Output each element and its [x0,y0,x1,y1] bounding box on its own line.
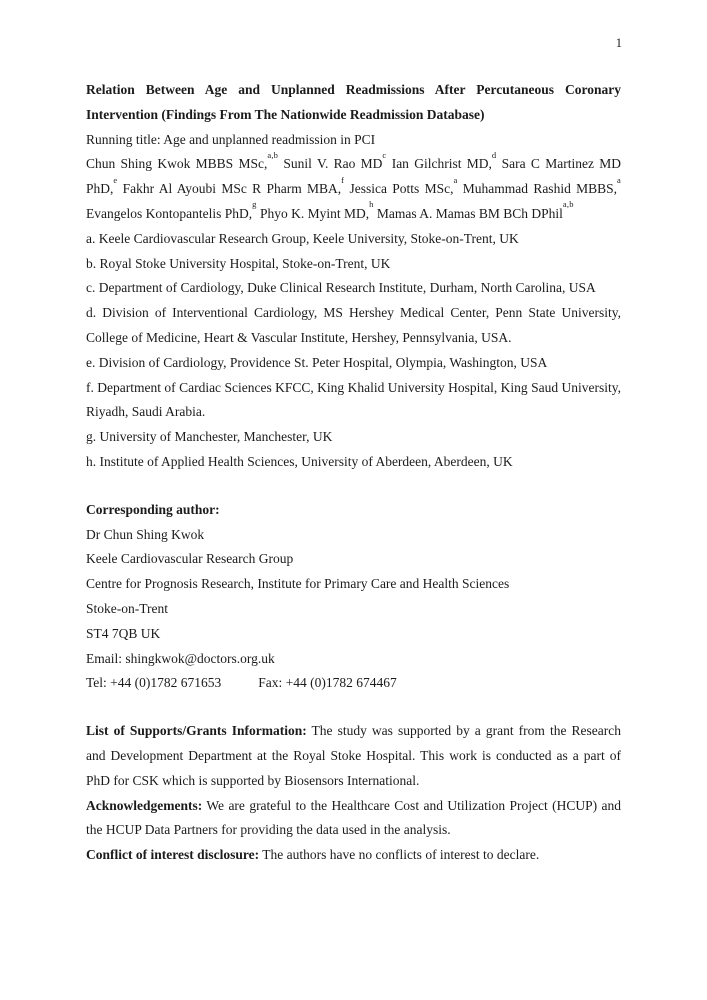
author-name: Sunil V. Rao MD [278,156,383,172]
affiliation-item: c. Department of Cardiology, Duke Clinical Research Institute, Durham, North Carolina, USA [86,280,596,296]
grants-statement [86,719,621,793]
affiliation-item: h. Institute of Applied Health Sciences, University of Aberdeen, Aberdeen, UK [86,453,513,469]
telephone-number: Tel: +44 (0)1782 671653 [86,675,222,691]
author-name: Evangelos Kontopantelis PhD, [86,205,253,221]
author-affiliation-superscript: a,b [267,149,279,160]
corresponding-author-group: Keele Cardiovascular Research Group [86,551,294,567]
affiliation-item: g. University of Manchester, Manchester, UK [86,429,333,445]
author-name: Chun Shing Kwok MBBS MSc, [86,156,268,172]
corresponding-author-city: Stoke-on-Trent [86,600,169,616]
author-name: Phyo K. Myint MD, [256,205,370,221]
corresponding-author-email: Email: shingkwok@doctors.org.uk [86,650,275,666]
conflict-label: Conflict of interest disclosure: [86,847,260,863]
affiliation-item: b. Royal Stoke University Hospital, Stoke-on-Trent, UK [86,255,391,271]
page-content [86,78,621,868]
conflict-statement [86,843,621,868]
author-name: Ian Gilchrist MD, [386,156,492,172]
author-affiliation-superscript: a [617,174,621,185]
corresponding-author-postcode: ST4 7QB UK [86,625,161,641]
author-affiliation-superscript: a,b [562,199,574,210]
author-list [86,149,622,226]
article-title-text: Relation Between Age and Unplanned Readmissions After Percutaneous Coronary Intervention (Findings From The Nationwide Readmission Database) [86,82,621,122]
affiliation-item: d. Division of Interventional Cardiology, MS Hershey Medical Center, Penn State University, College of Medicine, Heart & Vascular Institute, Hershey, Pennsylvania, USA. [86,305,621,345]
author-affiliation-superscript: e [113,174,118,185]
page-number: 1 [615,36,622,50]
author-affiliation-superscript: c [382,149,387,160]
author-affiliation-superscript: d [491,149,497,160]
author-affiliation-superscript: a [453,174,458,185]
corresponding-author-institute: Centre for Prognosis Research, Institute for Primary Care and Health Sciences [86,576,510,592]
article-title [86,78,621,128]
acknowledgements-text: We are grateful to the Healthcare Cost and Utilization Project (HCUP) and the HCUP Data Partners for providing the data used in the analysis. [86,797,621,838]
affiliation-item: e. Division of Cardiology, Providence St. Peter Hospital, Olympia, Washington, USA [86,354,548,370]
corresponding-author-heading-text: Corresponding author: [86,501,220,517]
author-name: Sara C Martinez MD PhD, [86,156,622,197]
affiliation-item: f. Department of Cardiac Sciences KFCC, King Khalid University Hospital, King Saud University, Riyadh, Saudi Arabia. [86,379,621,420]
corresponding-author-heading [86,498,621,523]
grants-statement-label: List of Supports/Grants Information: [86,723,307,739]
author-affiliation-superscript: f [341,174,345,185]
acknowledgements-statement [86,794,621,844]
running-title: Running title: Age and unplanned readmission in PCI [86,131,376,147]
acknowledgements-label: Acknowledgements: [86,797,203,813]
corresponding-author-phone [86,671,621,696]
conflict-text: The authors have no conflicts of interest to declare. [259,847,540,863]
author-name: Jessica Potts MSc, [344,181,454,197]
fax-number: Fax: +44 (0)1782 674467 [258,675,397,691]
affiliation-item: a. Keele Cardiovascular Research Group, Keele University, Stoke-on-Trent, UK [86,230,519,246]
grants-statement-text: The study was supported by a grant from the Research and Development Department at the Royal Stoke Hospital. This work is conducted as a part of PhD for CSK which is supported by Biosensors International. [86,723,621,788]
author-affiliation-superscript: h [369,199,374,210]
corresponding-author-name: Dr Chun Shing Kwok [86,526,205,542]
author-affiliation-superscript: g [252,199,257,210]
section-gap [86,696,621,719]
section-gap [86,475,621,498]
author-name: Muhammad Rashid MBBS, [457,181,618,197]
author-name: Fakhr Al Ayoubi MSc R Pharm MBA, [117,181,342,197]
author-name: Mamas A. Mamas BM BCh DPhil [373,205,563,221]
